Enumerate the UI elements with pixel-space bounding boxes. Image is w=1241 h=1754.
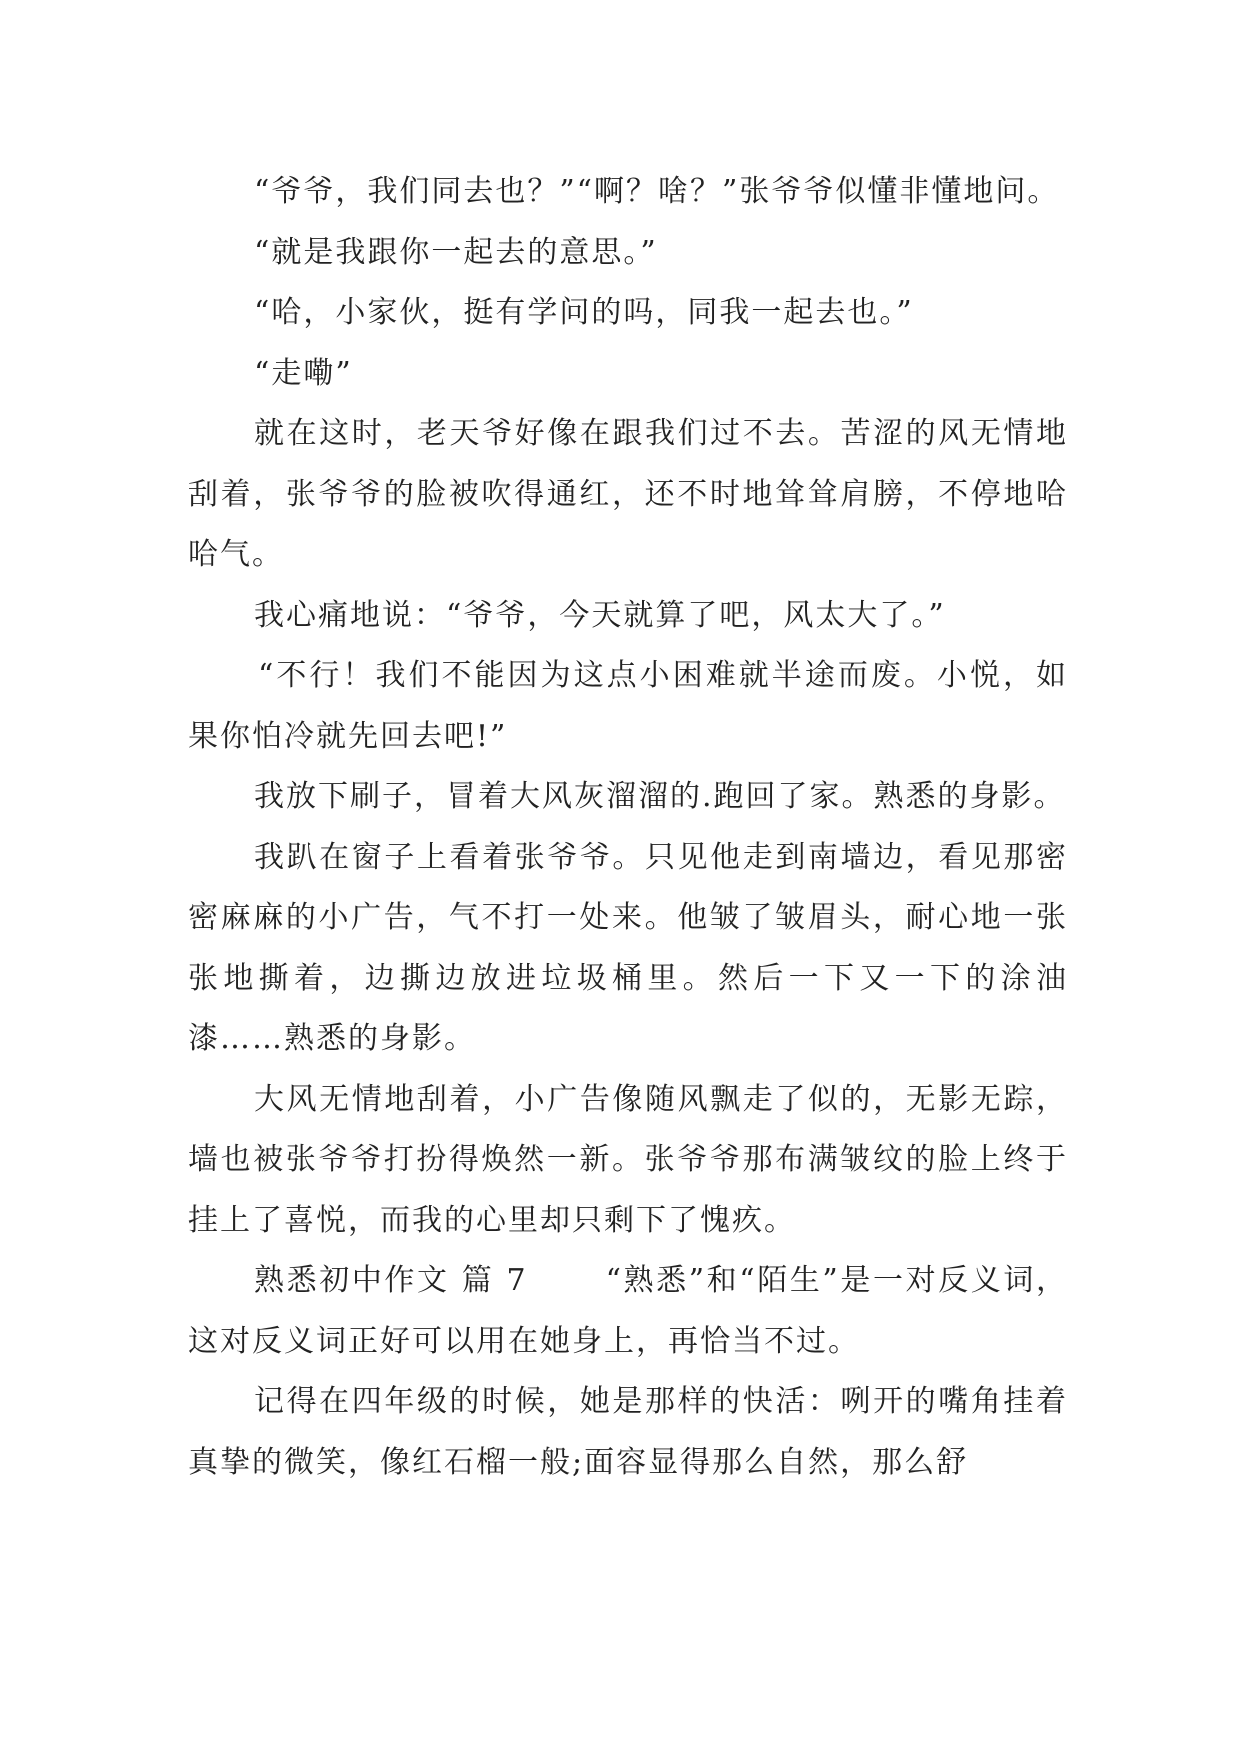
paragraph-5: 就在这时，老天爷好像在跟我们过不去。苦涩的风无情地刮着，张爷爷的脸被吹得通红，还不时地耸耸肩膀，不停地哈哈气。	[188, 416, 1068, 572]
document-body	[188, 162, 1068, 1493]
paragraph-6: 我心痛地说：“爷爷，今天就算了吧，风太大了。”	[254, 597, 946, 633]
paragraph-2: “就是我跟你一起去的意思。”	[254, 234, 658, 270]
paragraph-9: 我趴在窗子上看着张爷爷。只见他走到南墙边，看见那密密麻麻的小广告，气不打一处来。他皱了皱眉头，耐心地一张张地撕着，边撕边放进垃圾桶里。然后一下又一下的涂油漆……熟悉的身影。	[188, 839, 1068, 1056]
paragraph-7: “不行！我们不能因为这点小困难就半途而废。小悦，如果你怕冷就先回去吧!”	[188, 658, 1068, 754]
paragraph-11: 熟悉初中作文 篇 7 “熟悉”和“陌生”是一对反义词，这对反义词正好可以用在她身上，再恰当不过。	[188, 1263, 1068, 1359]
paragraph-4: “走嘞”	[254, 355, 353, 391]
paragraph-1: “爷爷，我们同去也？”“啊？啥？”张爷爷似懂非懂地问。	[254, 174, 1060, 209]
paragraph-10: 大风无情地刮着，小广告像随风飘走了似的，无影无踪，墙也被张爷爷打扮得焕然一新。张爷爷那布满皱纹的脸上终于挂上了喜悦，而我的心里却只剩下了愧疚。	[188, 1081, 1068, 1238]
paragraph-3: “哈，小家伙，挺有学问的吗，同我一起去也。”	[254, 295, 914, 330]
paragraph-12: 记得在四年级的时候，她是那样的快活：咧开的嘴角挂着真挚的微笑，像红石榴一般;面容显得那么自然，那么舒	[188, 1384, 1068, 1480]
paragraph-8: 我放下刷子，冒着大风灰溜溜的.跑回了家。熟悉的身影。	[254, 779, 1066, 814]
